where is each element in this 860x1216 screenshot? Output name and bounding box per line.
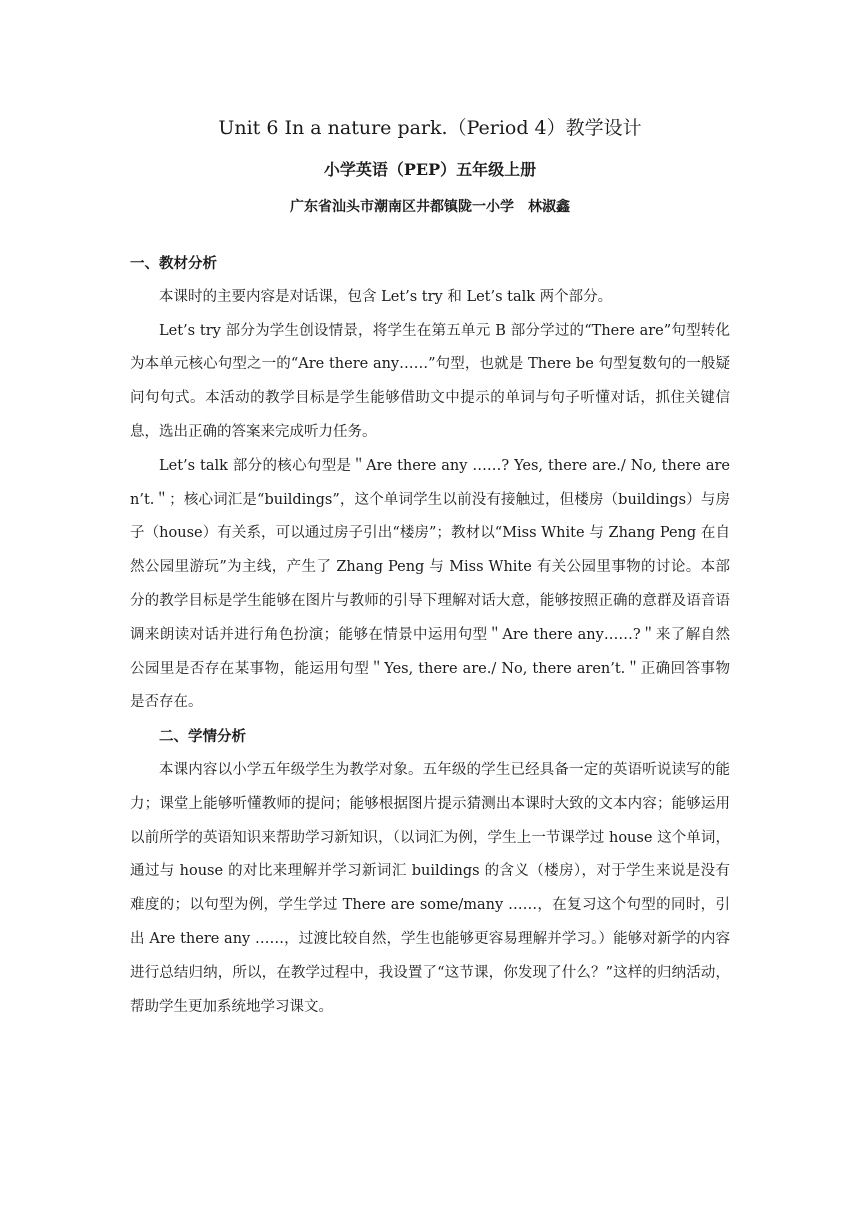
section-heading-learner-analysis: 二、学情分析 [159,728,246,746]
paragraph: Let’s try 部分为学生创设情景，将学生在第五单元 B 部分学过的“There are”句型转化为本单元核心句型之一的“Are there any……”句型，也就是 There be 句型复数句的一般疑问句句式。本活动的教学目标是学生能够借助文中提示的单词与句子听懂对话，抓住关键信息，选出正确的答案来完成听力任务。 [130,322,730,440]
paragraph: 本课时的主要内容是对话课，包含 Let’s try 和 Let’s talk 两个部分。 [159,288,613,305]
section-heading-textbook-analysis: 一、教材分析 [130,255,217,272]
document-title: Unit 6 In a nature park.（Period 4）教学设计 [218,117,642,139]
author-line: 广东省汕头市潮南区井都镇陇一小学 林淑鑫 [290,199,570,215]
paragraph: Let’s talk 部分的核心句型是＂Are there any ……? Yes, there are./ No, there aren’t.＂；核心词汇是“buildings”，这个单词学生以前没有接触过，但楼房（buildings）与房子（house）有关系，可以通过房子引出“楼房”；教材以“Miss White 与 Zhang Peng 在自然公园里游玩”为主线，产生了 Zhang Peng 与 Miss White 有关公园里事物的讨论。本部分的教学目标是学生能够在图片与教师的引导下理解对话大意，能够按照正确的意群及语音语调来朗读对话并进行角色扮演；能够在情景中运用句型＂Are there any……?＂来了解自然公园里是否存在某事物，能运用句型＂Yes, there are./ No, there aren’t.＂正确回答事物是否存在。 [130,457,730,711]
document-page [130,112,730,1024]
document-subtitle: 小学英语（PEP）五年级上册 [323,160,537,179]
paragraph: 本课内容以小学五年级学生为教学对象。五年级的学生已经具备一定的英语听说读写的能力；课堂上能够听懂教师的提问；能够根据图片提示猜测出本课时大致的文本内容；能够运用以前所学的英语知识来帮助学习新知识，（以词汇为例，学生上一节课学过 house 这个单词，通过与 house 的对比来理解并学习新词汇 buildings 的含义（楼房），对于学生来说是没有难度的；以句型为例，学生学过 There are some/many ……，在复习这个句型的同时，引出 Are there any ……，过渡比较自然，学生也能够更容易理解并学习。）能够对新学的内容进行总结归纳，所以，在教学过程中，我设置了“这节课，你发现了什么？”这样的归纳活动，帮助学生更加系统地学习课文。 [130,761,730,1015]
